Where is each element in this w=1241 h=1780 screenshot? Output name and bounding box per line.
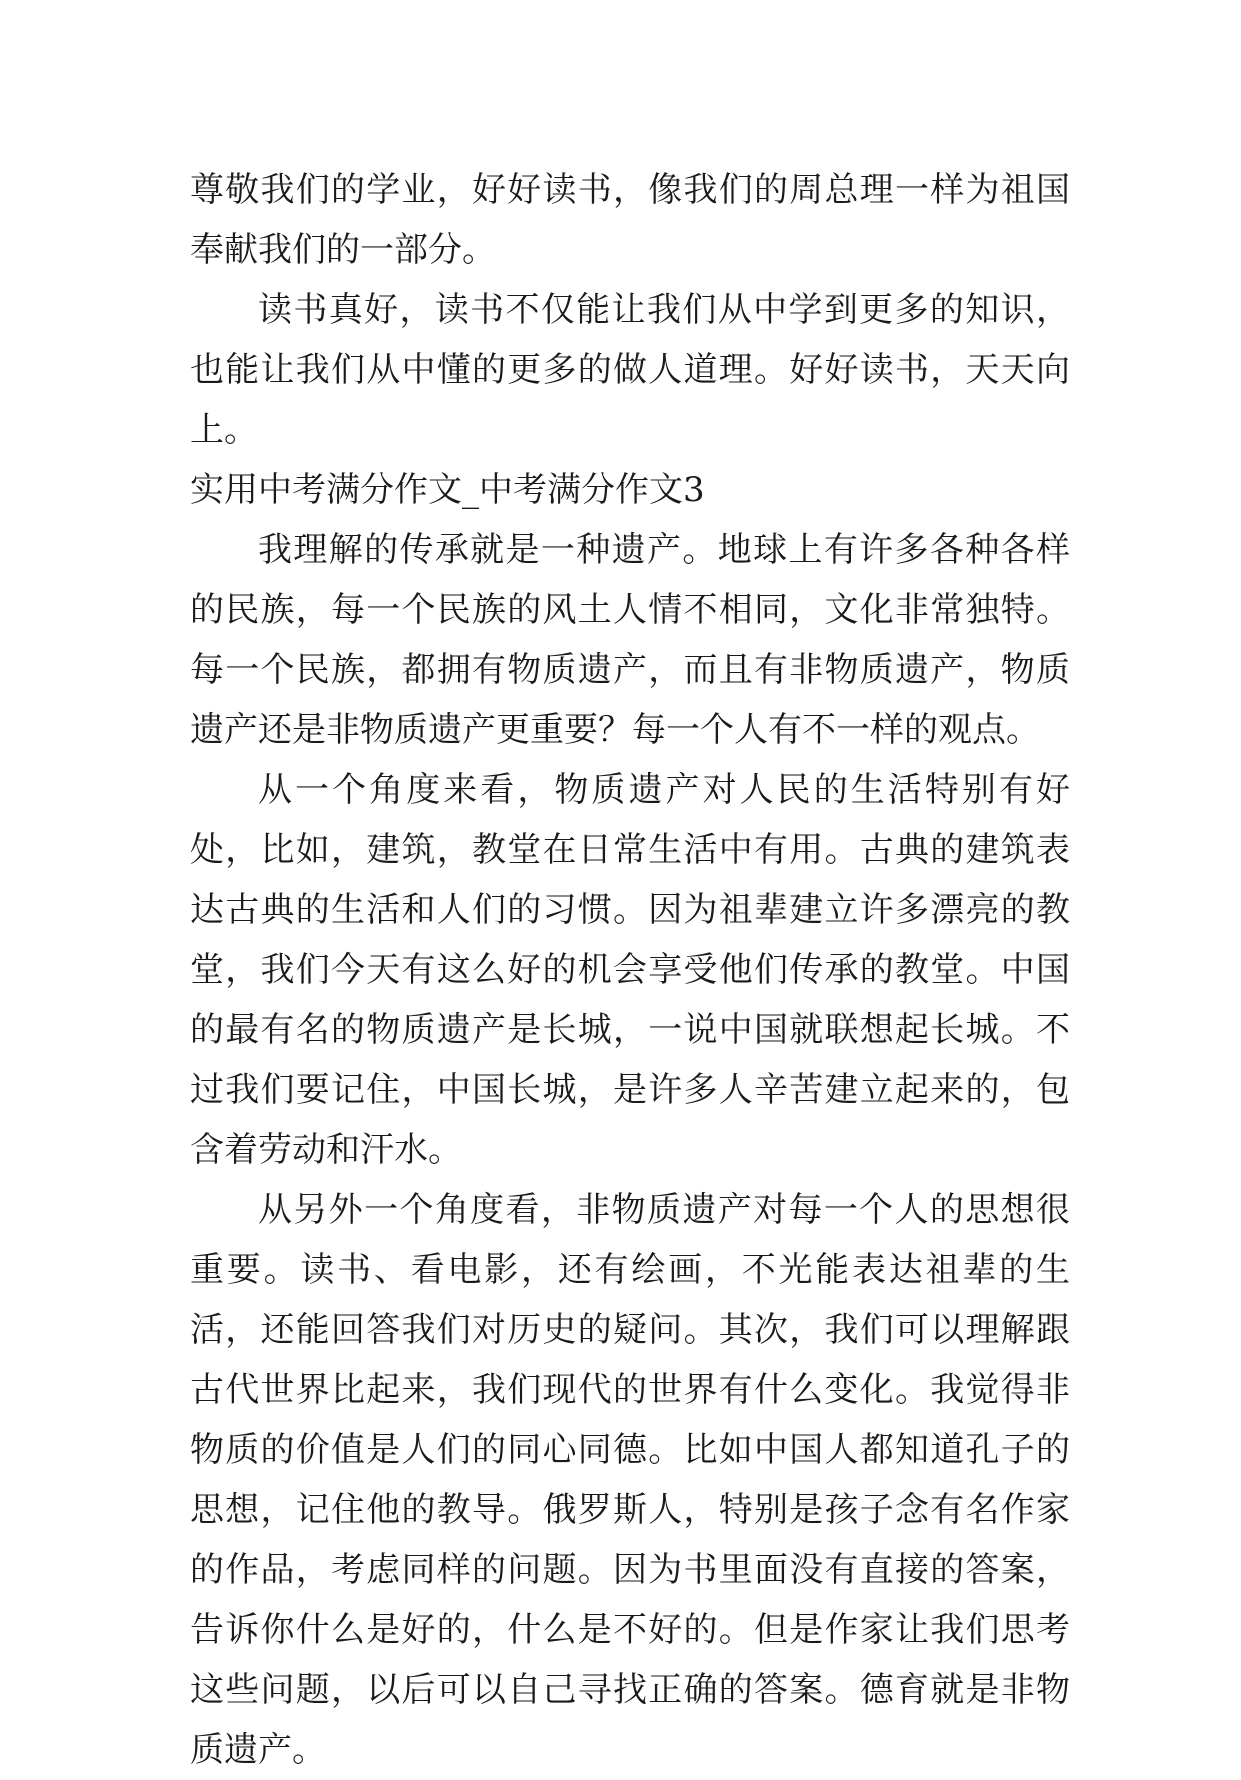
essay-title: 实用中考满分作文_中考满分作文3 [190,470,705,510]
paragraph-material-heritage: 从一个角度来看，物质遗产对人民的生活特别有好处，比如，建筑，教堂在日常生活中有用。古典的建筑表达古典的生活和人们的习惯。因为祖辈建立许多漂亮的教堂，我们今天有这么好的机会享受他们传承的教堂。中国的最有名的物质遗产是长城，一说中国就联想起长城。不过我们要记住，中国长城，是许多人辛苦建立起来的，包含着劳动和汗水。 [190,770,1070,1170]
paragraph-continued: 尊敬我们的学业，好好读书，像我们的周总理一样为祖国奉献我们的一部分。 [190,170,1070,270]
document-body [190,160,1070,1780]
paragraph-heritage-intro: 我理解的传承就是一种遗产。地球上有许多各种各样的民族，每一个民族的风土人情不相同，文化非常独特。每一个民族，都拥有物质遗产，而且有非物质遗产，物质遗产还是非物质遗产更重要？每一个人有不一样的观点。 [190,530,1070,750]
paragraph-reading-good: 读书真好，读书不仅能让我们从中学到更多的知识，也能让我们从中懂的更多的做人道理。好好读书，天天向上。 [190,290,1070,450]
paragraph-intangible-heritage: 从另外一个角度看，非物质遗产对每一个人的思想很重要。读书、看电影，还有绘画，不光能表达祖辈的生活，还能回答我们对历史的疑问。其次，我们可以理解跟古代世界比起来，我们现代的世界有什么变化。我觉得非物质的价值是人们的同心同德。比如中国人都知道孔子的思想，记住他的教导。俄罗斯人，特别是孩子念有名作家的作品，考虑同样的问题。因为书里面没有直接的答案，告诉你什么是好的，什么是不好的。但是作家让我们思考这些问题，以后可以自己寻找正确的答案。德育就是非物质遗产。 [190,1190,1070,1770]
